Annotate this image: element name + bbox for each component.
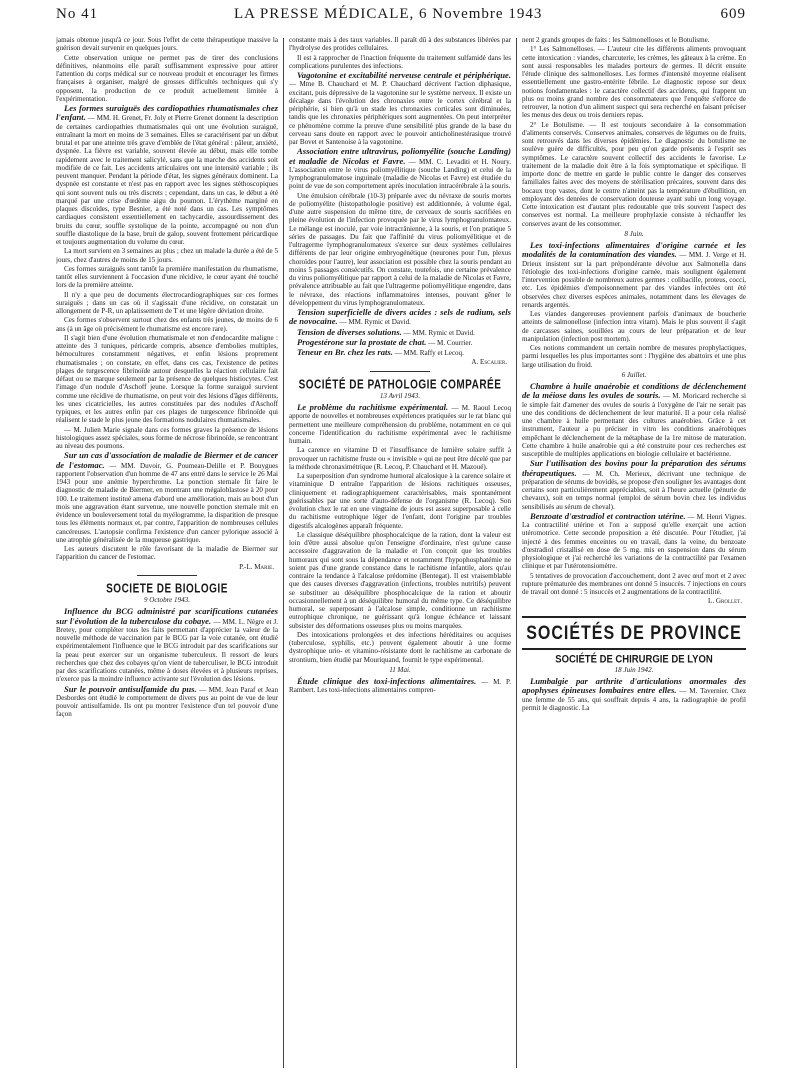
session-date: 9 Octobre 1943.: [143, 596, 191, 604]
article-paragraph: Les toxi-infections alimentaires d'origine carnée et les modalités de la contamination des viandes. — MM. J. Verge et H. Drieux insistent sur la part prépondérante dévolue aux Salmonella dans l'étiologie des toxi-infections d'origine carnée, mais soulignent également l'intervention possible de nombreux autres germes : colibacille, proteus, cocci, etc. Les épidémies d'empoisonnement par des viandes infectées ont été observées chez diverses espèces animales, notamment dans les élevages de renards argentés.: [522, 240, 746, 309]
paragraph: nent 2 grands groupes de faits : les Salmonelloses et le Botulisme.: [522, 36, 710, 44]
paragraph: constante mais à des taux variables. Il paraît dû à des substances libérées par l'hydrolyse des protides cellulaires.: [289, 36, 511, 53]
paragraph: Il s'agit bien d'une évolution rhumatismale et non d'endocardite maligne : atteinte des 3 tuniques, péricarde compris, absence d'embolies multiples, hémocultures constamment négatives, et enfin lésions proprement rhumatismales ; on constate, en effet, dans ces cas, l'existence de petites plages de turgescence fibrinoïde autour desquelles la réaction cellulaire fait défaut ou se marque seulement par la présence de quelques histiocytes. C'est l'image d'un nodule d'Aschoff jeune. Lorsque la forme suraiguë survient comme une récidive de rhumatisme, on peut voir des lésions d'âges différents, les unes cicatricielles, les autres constituées par des nodules d'Aschoff typiques, et les autres enfin par ces plages de turgescence fibrinoïde qui réalisent le stade le plus jeune des formations nodulaires rhumatismales.: [56, 333, 278, 425]
page-header: [56, 6, 746, 32]
paragraph: Cette observation unique ne permet pas de tirer des conclusions définitives, néanmoins elle paraît suffisamment expressive pour attirer l'attention du corps médical sur ce nouveau produit et encourager les firmes françaises à organiser, malgré de grosses difficultés techniques qui s'y opposent, la production de ce produit actuellement limitée à l'expérimentation.: [56, 53, 278, 103]
paragraph: La carence en vitamine D et l'insuffisance de lumière solaire suffit à provoquer un rachitisme fruste ou « invisible » qui ne peut être décelé que par la méthode chronaximétrique (R. Lecoq, P. Chauchard et H. Mazoué).: [289, 446, 511, 471]
divider: [370, 371, 430, 372]
paragraph: 5 tentatives de provocation d'accouchement, dont 2 avec œuf mort et 2 avec rupture prématurée des membranes ont donné 5 insuccès. 7 injections en cours de travail ont donné : 5 insuccès et 2 augmentations de la contractilité.: [522, 571, 746, 596]
column-middle: [289, 36, 511, 1076]
column-divider: [283, 38, 284, 1068]
section-title: SOCIÉTÉS DE PROVINCE: [526, 622, 742, 644]
society-heading: SOCIÉTÉ DE PATHOLOGIE COMPARÉE: [298, 377, 502, 392]
paragraph: 2° Le Botulisme. — Il est toujours secondaire à la consommation d'aliments conservés. Conserves animales, conserves de légumes ou de fruits, sont retrouvés dans les diverses épidémies. Le diagnostic du botulisme ne soulève guère de difficultés, pour peu qu'on garde présents à l'esprit ses symptômes. Le caractère souvent collectif des accidents le favorise. Le traitement de la maladie doit être à la fois symptomatique et spécifique. Il importe donc de mettre en garde le public contre le danger des conserves familiales faites avec des moyens de stérilisation précaires, souvent dans des bocaux trop vastes, dont le centre n'atteint pas la température d'ébullition, en employant des denrées de conservation douteuse ayant subi un long voyage. Cette intoxication est d'autant plus redoutable que très souvent l'aspect des conserves est normal. La meilleure prophylaxie consiste à réchauffer les conserves avant de les consommer.: [522, 120, 746, 228]
society-heading: SOCIETE DE BIOLOGIE: [106, 582, 228, 596]
paragraph: Les auteurs discutent le rôle favorisant de la maladie de Biermer sur l'apparition du cancer de l'estomac.: [56, 545, 278, 562]
article-paragraph: Sur un cas d'association de maladie de Biermer et de cancer de l'estomac. — MM. Duvoir, G. Poumeau-Delille et P. Bouygues rapportent l'observation d'un homme de 47 ans entré dans le service le 26 Mai 1943 pour une anémie hyperchrome. La ponction sternale fit faire le diagnostic de maladie de Biermer, en montrant une mégaloblastose à 20 pour 100. Le traitement institué amena d'abord une amélioration, mais au bout d'un mois une aggravation étant survenue, une nouvelle ponction sternale mit en évidence un bouleversement total du myélogramme, la disparition de presque tous les éléments normaux et, par contre, l'apparition de nombreuses cellules cancéreuses. L'autopsie confirma l'existence d'un cancer pylorique associé à une atrophie généralisée de la muqueuse gastrique.: [56, 450, 278, 544]
article-paragraph: Étude clinique des toxi-infections alimentaires. — M. P. Rambert. Les toxi-infections alimentaires compren-: [289, 676, 511, 695]
article-paragraph: Sur l'utilisation des bovins pour la préparation des sérums thérapeutiques. — M. Ch. Merieux, décrivant une technique de préparation de sérums de bovidés, se propose d'en souligner les avantages dont certains sont particulièrement appréciables, soit à l'heure actuelle (pénurie de chevaux), soit en temps normal (emploi de sérum bovin chez les individus sensibilisés au sérum de cheval).: [522, 458, 746, 511]
article-paragraph: Benzoate d'œstradiol et contraction utérine. — M. Henri Vignes. La contractilité utérine et l'on a supposé qu'elle exerçait une action utéromotrice. Cette seconde proposition a été discutée. Pour l'étudier, j'ai injecté à des femmes enceintes ou en travail, dans la veine, du benzoate d'œstradiol cristallisé en dose de 5 mg. mis en suspension dans du sérum physiologique et j'ai recherché les variations de la contractilité par l'examen clinique et par l'utérotensiomètre.: [522, 510, 746, 571]
paragraph: Ces notions commandent un certain nombre de mesures prophylactiques, parmi lesquelles les plus importantes sont : l'hygiène des abattoirs et une plus large utilisation du froid.: [522, 344, 746, 369]
session-date: 6 Juillet.: [621, 370, 647, 379]
society-heading: SOCIÉTÉ DE CHIRURGIE DE LYON: [555, 652, 713, 666]
paragraph: La mort survient en 3 semaines au plus ; chez un malade la durée a été de 5 jours, chez d'autres de moins de 15 jours.: [56, 247, 278, 264]
paragraph: Ces formes suraiguës sont tantôt la première manifestation du rhumatisme, tantôt elles surviennent à l'occasion d'une récidive, le cœur ayant été touché lors de la première atteinte.: [56, 264, 278, 290]
paragraph: Il est à rapprocher de l'inaction fréquente du traitement sulfamidé dans les complications purulentes des infections.: [289, 53, 511, 70]
page-number: 609: [720, 6, 746, 22]
session-date: 11 Mai.: [389, 665, 411, 674]
column-left: [56, 36, 278, 1076]
article-paragraph: Les formes suraiguës des cardiopathies rhumatismales chez l'enfant. — MM. H. Grenet, Fr. Joly et Pierre Grenet donnent la description de certaines cardiopathies rhumatismales qui ont une évolution suraiguë, entraînant la mort en moins de 3 semaines. Elles se caractérisent par un début brutal et par une atteinte très grave d'emblée de l'état général : pâleur, anxiété, dyspnée. La fièvre est variable, souvent élevée au début, mais elle tombe rapidement avec le traitement salicylé, sans que la marche des accidents soit modifiée de ce fait. Les accidents articulaires ont une intensité variable ; ils peuvent manquer. Pendant la période d'état, les signes généraux dominent. La dyspnée est constante et n'est pas en rapport avec les signes stéthoscopiques qui sont souvent nuls ou très discrets ; cependant, dans un cas, le début a été marqué par une crise d'œdème aigu du poumon. L'érythème marginé en plaques discoïdes, type Besnier, a été noté dans un cas. Les symptômes cardiaques consistent essentiellement en tachycardie, assourdissement des bruits du cœur, souffle systolique de la pointe, accompagné ou non d'un souffle diastolique de la base, bruit de galop, souvent frottement péricardique et toujours augmentation du volume du cœur.: [56, 103, 278, 246]
paragraph: jamais obtenue jusqu'à ce jour. Sous l'effet de cette thérapeutique massive la guérison devait survenir en quelques jours.: [56, 36, 278, 53]
article-paragraph: Progestérone sur la prostate de chat. — M. Courrier.: [297, 336, 473, 347]
signature: A. Escalier.: [471, 358, 507, 367]
column-right: [522, 36, 746, 1076]
article-paragraph: Tension superficielle de divers acides : sels de radium, sels de novocaïne. — MM. Rymic et David.: [289, 307, 511, 327]
paragraph: Les viandes dangereuses proviennent parfois d'animaux de boucherie atteints de salmonellose (infection intra vitam). Mais le plus souvent il s'agit de carcasses saines, souillées au cours de leur préparation et de leur manipulation (infection post mortem).: [522, 310, 746, 343]
article-paragraph: Association entre ultravirus, poliomyélite (souche Landing) et maladie de Nicolas et Favre. — MM. C. Levaditi et H. Noury. L'association entre le virus poliomyélitique (souche Landing) et celui de la lymphogranulomatose inguinale (maladie de Nicolas et Favre) est étudiée du point de vue de son comportement après inoculation intracérébrale à la souris.: [289, 146, 511, 191]
article-paragraph: Lumbalgie par arthrite d'articulations anormales des apophyses épineuses lombaires entre elles. — M. Tavernier. Chez une femme de 55 ans, qui souffrait depuis 4 ans, la radiographie de profil permit le diagnostic. La: [522, 676, 746, 712]
article-paragraph: Tension de diverses solutions. — MM. Rymic et David.: [297, 326, 475, 337]
paragraph: Il n'y a que peu de documents électrocardiographiques sur ces formes suraiguës ; dans un cas où il s'agissait d'une récidive, on constatait un allongement de P-R, un aplatissement de T et une légère déviation droite.: [56, 290, 278, 315]
session-date: 8 Juin.: [624, 229, 644, 238]
divider: [137, 575, 197, 576]
article-paragraph: Influence du BCG administré par scarifications cutanées sur l'évolution de la tuberculose du cobaye. — MM. L. Nègre et J. Bretey, pour compléter tous les faits permettant d'apprécier la valeur de la nouvelle méthode de vaccination par le BCG par la voie cutanée, ont étudié expérimentalement l'influence que le BCG introduit par des scarifications sur la peau peut exercer sur un organisme tuberculeux. Il ressort de leurs recherches que chez des cobayes qu'on vient de tuberculiser, le BCG introduit par des scarifications cutanées, même à doses élevées et à plusieurs reprises, n'exerce pas la moindre influence activante sur l'évolution des lésions.: [56, 606, 278, 684]
column-divider: [516, 38, 517, 1068]
article-paragraph: Teneur en Br. chez les rats. — MM. Raffy et Lecoq.: [297, 347, 464, 357]
paragraph: Le classique déséquilibre phosphocalcique de la ration, dont la valeur est loin d'être aussi absolue qu'on l'enseigne d'ordinaire, n'est qu'une cause accessoire d'aggravation de la maladie et l'on conçoit que les troubles humoraux qui sont sous la dépendance et notamment l'hypophosphatémie ne soient pas d'une grande constance dans le rachitisme infantile, alors qu'au contraire la tendance à l'alcalose prédomine (Bentegat). Il est vraisemblable que des causes diverses d'aggravation (infections, troubles nutritifs) peuvent se substituer au déséquilibre phosphocalcique de la ration et aboutir occasionnellement à un déséquilibre humoral du même type. Ce déséquilibre humoral, se superposant à l'alcalose simple, conditionne un rachitisme eutrophique chronique, ne guérissant qu'à longue échéance et laissant subsister des déformations osseuses plus ou moins marquées.: [289, 530, 511, 630]
article-paragraph: Sur le pouvoir antisulfamide du pus. — MM. Jean Paraf et Jean Desbordes ont étudié le comportement de divers pus au point de vue de leur pouvoir antisulfamide. Ils ont pu montrer l'existence d'un tel pouvoir d'une façon: [56, 683, 278, 719]
article-paragraph: Le problème du rachitisme expérimental. — M. Raoul Lecoq apporte de nouvelles et nombreuses expériences pratiquées sur le rat blanc qui permettent une meilleure compréhension du problème, notamment en ce qui concerne l'identification du rachitisme expérimental avec le rachitisme humain.: [289, 402, 511, 445]
paragraph: 1° Les Salmonelloses. — L'auteur cite les différents aliments provoquant cette intoxication : viandes, charcuterie, les crèmes, les gâteaux à la crème. En sont aussi responsables les malades porteurs de germes. Il décrit ensuite l'étude clinique des salmonelloses. Les formes d'intensité moyenne réalisent essentiellement une gastro-entérite fébrile. Le diagnostic repose sur deux notions fondamentales : le caractère collectif des accidents, qui frappent un plus ou moins grand nombre des consommateurs que l'enquête s'efforce de retrouver, la notion d'un aliment suspect qui sera recherché en faisant préciser les menus des deux ou trois derniers repas.: [522, 45, 746, 120]
journal-title: LA PRESSE MÉDICALE, 6 Novembre 1943: [234, 6, 543, 22]
paragraph: Une émulsion cérébrale (10-3) préparée avec du névraxe de souris mortes de poliomyélite (histopathologie positive) est additionnée, à volume égal, d'une autre suspension du même titre, de cerveaux de souris sacrifiées en pleine évolution de l'infection provoquée par le virus lymphogranulomateux. Le mélange est inoculé, par voie intracrânienne, à la souris, et l'on pratique 5 séries de passages. Du fait que l'affinité du virus poliomyélitique et de l'ultragerme lymphogranulomateux s'exerce sur deux systèmes cellulaires différents de par leur origine embryogénétique (neurones pour l'un, plexus choroïdes pour l'autre), leur association est possible chez la souris pendant au moins 5 passages consécutifs. On constate, toutefois, une certaine prévalence du virus poliomyélitique par rapport à celui de la maladie de Nicolas et Favre, prévalence attribuable au fait que l'ultragerme poliomyélitique engendre, dans le névraxe, des réactions inflammatoires intenses, pouvant gêner le développement du virus lymphogranulomateux.: [289, 191, 511, 307]
paragraph: Ces formes s'observent surtout chez des enfants très jeunes, de moins de 6 ans (à un âge où précisément le rhumatisme est encore rare).: [56, 316, 278, 333]
paragraph: La superposition d'un syndrome humoral alcalosique à la carence solaire et vitaminique D entraîne l'apparition de lésions rachitiques osseuses, cliniquement et radiographiquement caractérisables, mais spontanément guérissables par une sorte d'auto-défense de l'organisme (R. Lecoq). Son évolution chez le rat en une vingtaine de jours est assez superposable à celle du rachitisme eutrophique léger de l'enfant, dont l'origine par troubles digestifs alcalogènes apparaît fréquente.: [289, 472, 511, 530]
signature: L. Grollet.: [708, 597, 742, 606]
session-date: 13 Avril 1943.: [379, 391, 421, 400]
article-paragraph: Chambre à huile anaérobie et conditions de déclenchement de la méiose dans les ovules de souris. — M. Moricard recherche si le simple fait d'amener des ovules de souris à l'oxygène de l'air ne serait pas une des conditions de déclenchement de leur maturité. Il a pour cela réalisé une chambre à huile permettant des cultures anaérobies. Grâce à cet instrument, l'auteur a pu préciser in vitro les conditions anaérobiques empêchant le déclenchement de la métaphase de la 1re mitose de maturation. Cette chambre à huile anaérobie qui a été construite pour ces recherches est susceptible de multiples applications en biologie cellulaire et bactérienne.: [522, 381, 746, 458]
paragraph: Des intoxications prolongées et des infections héréditaires ou acquises (tuberculose, syphilis, etc.) peuvent également aboutir à une forme dystrophique urio- et vitamino-résistante dont le rachitisme au carbonate de strontium, bien étudié par Mouriquand, fournit le type expérimental.: [289, 630, 511, 664]
session-date: 18 Juin 1942.: [614, 665, 654, 674]
signature: P.-L. Marie.: [239, 562, 274, 571]
article-paragraph: Vagotonine et excitabilité nerveuse centrale et périphérique. — Mme B. Chauchard et M. P. Chauchard décrivent l'action diphasique, excitant, puis dépressive de la vagotonine sur le système nerveux. Il existe un décalage dans l'évolution des chronaxies entre le cortex cérébral et la périphérie, si bien qu'à un stade les chronaxies corticales sont diminuées, tandis que les chronaxies périphériques sont augmentées. On peut interpréter ce phénomène comme la preuve d'une sensibilité plus grande de la base du cerveau sans doute en rapport avec le pouvoir anticholinestérasique trouvé par Bovet et Santenoise à la vagotonine.: [289, 70, 511, 146]
issue-number: No 41: [56, 6, 99, 22]
paragraph: — M. Julien Marie signale dans ces formes graves la présence de lésions histologiques assez spéciales, sous forme de nécrose fibrinoïde, se rencontrant au niveau des poumons.: [56, 425, 278, 450]
section-banner: [522, 616, 746, 650]
